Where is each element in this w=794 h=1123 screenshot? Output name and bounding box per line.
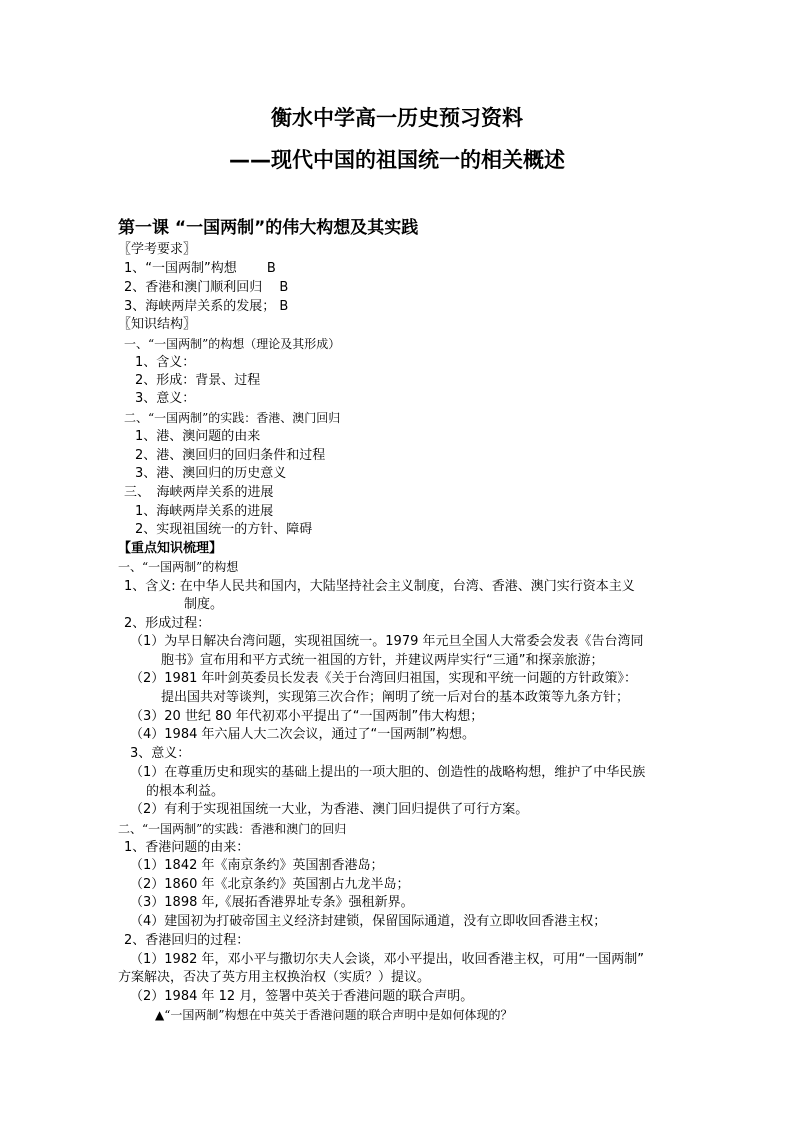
text-line: 1、海峡两岸关系的进展 — [135, 504, 274, 519]
text-line: （1）1842 年《南京条约》英国割香港岛； — [130, 858, 384, 873]
text-line: 一、“一国两制”的构想 — [118, 560, 239, 574]
document-subtitle: ——现代中国的祖国统一的相关概述 — [229, 148, 565, 172]
text-line: 3、意义： — [135, 391, 196, 406]
text-line: 的根本利益。 — [146, 784, 225, 799]
text-line: 2、香港回归的过程： — [124, 933, 250, 948]
text-line: 2、实现祖国统一的方针、障碍 — [135, 522, 313, 537]
text-line: （4）1984 年六届人大二次会议，通过了“一国两制”构想。 — [130, 727, 475, 742]
text-line: 2、形成：背景、过程 — [135, 373, 261, 388]
section-label: 【重点知识梳理】 — [118, 541, 223, 556]
text-line: 1、含义： — [135, 355, 196, 370]
text-line: （1）为早日解决台湾问题，实现祖国统一。1979 年元旦全国人大常委会发表《告台湾同 — [130, 634, 644, 649]
text-line: 一、“一国两制”的构想（理论及其形成） — [124, 337, 341, 351]
document-title: 衡水中学高一历史预习资料 — [271, 106, 523, 130]
text-line: 1、“一国两制”构想 B — [124, 261, 276, 276]
text-line: 方案解决，否决了英方用主权换治权（实质？）提议。 — [118, 970, 431, 985]
text-line: （2）1981 年叶剑英委员长发表《关于台湾回归祖国，实现和平统一问题的方针政策》： — [130, 671, 637, 686]
section-label: 〖学考要求〗 — [118, 242, 197, 257]
lesson-heading: 第一课 “一国两制”的伟大构想及其实践 — [118, 218, 419, 238]
text-line: （1）在尊重历史和现实的基础上提出的一项大胆的、创造性的战略构想，维护了中华民族 — [130, 765, 646, 780]
text-line: 1、含义: 在中华人民共和国内，大陆坚持社会主义制度，台湾、香港、澳门实行资本主义 — [124, 579, 635, 594]
text-line: 3、意义： — [130, 746, 191, 761]
text-line: （2）1860 年《北京条约》英国割占九龙半岛； — [130, 877, 410, 892]
text-line: 3、海峡两岸关系的发展； B — [124, 299, 289, 314]
text-line: （2）1984 年 12 月，签署中英关于香港问题的联合声明。 — [130, 989, 474, 1004]
text-line: （3）1898 年,《展拓香港界址专条》强租新界。 — [130, 895, 414, 910]
text-line: 胞书》宣布用和平方式统一祖国的方针，并建议两岸实行“三通”和探亲旅游； — [161, 653, 604, 668]
text-line: 提出国共对等谈判，实现第三次合作；阐明了统一后对台的基本政策等九条方针； — [161, 690, 630, 705]
text-line: 1、香港问题的由来： — [124, 840, 250, 855]
text-line: （2）有利于实现祖国统一大业，为香港、澳门回归提供了可行方案。 — [130, 802, 529, 817]
text-line: 3、港、澳回归的历史意义 — [135, 466, 287, 481]
text-line: 2、香港和澳门顺利回归 B — [124, 280, 289, 295]
text-line: ▲“一国两制”构想在中英关于香港问题的联合声明中是如何体现的？ — [155, 1008, 513, 1022]
text-line: （4）建国初为打破帝国主义经济封建锁，保留国际通道，没有立即收回香港主权； — [130, 914, 607, 929]
text-line: 2、形成过程： — [124, 616, 211, 631]
text-line: （3）20 世纪 80 年代初邓小平提出了“一国两制”伟大构想； — [130, 709, 484, 724]
text-line: 二、“一国两制”的实践：香港和澳门的回归 — [118, 822, 347, 836]
text-line: 三、 海峡两岸关系的进展 — [124, 485, 274, 500]
text-line: 2、港、澳回归的回归条件和过程 — [135, 448, 326, 463]
text-line: 制度。 — [184, 597, 224, 612]
text-line: 二、“一国两制”的实践：香港、澳门回归 — [124, 411, 341, 425]
section-label: 〖知识结构〗 — [118, 317, 197, 332]
text-line: 1、港、澳问题的由来 — [135, 429, 261, 444]
text-line: （1）1982 年，邓小平与撒切尔夫人会谈，邓小平提出，收回香港主权，可用“一国两制” — [130, 952, 644, 967]
